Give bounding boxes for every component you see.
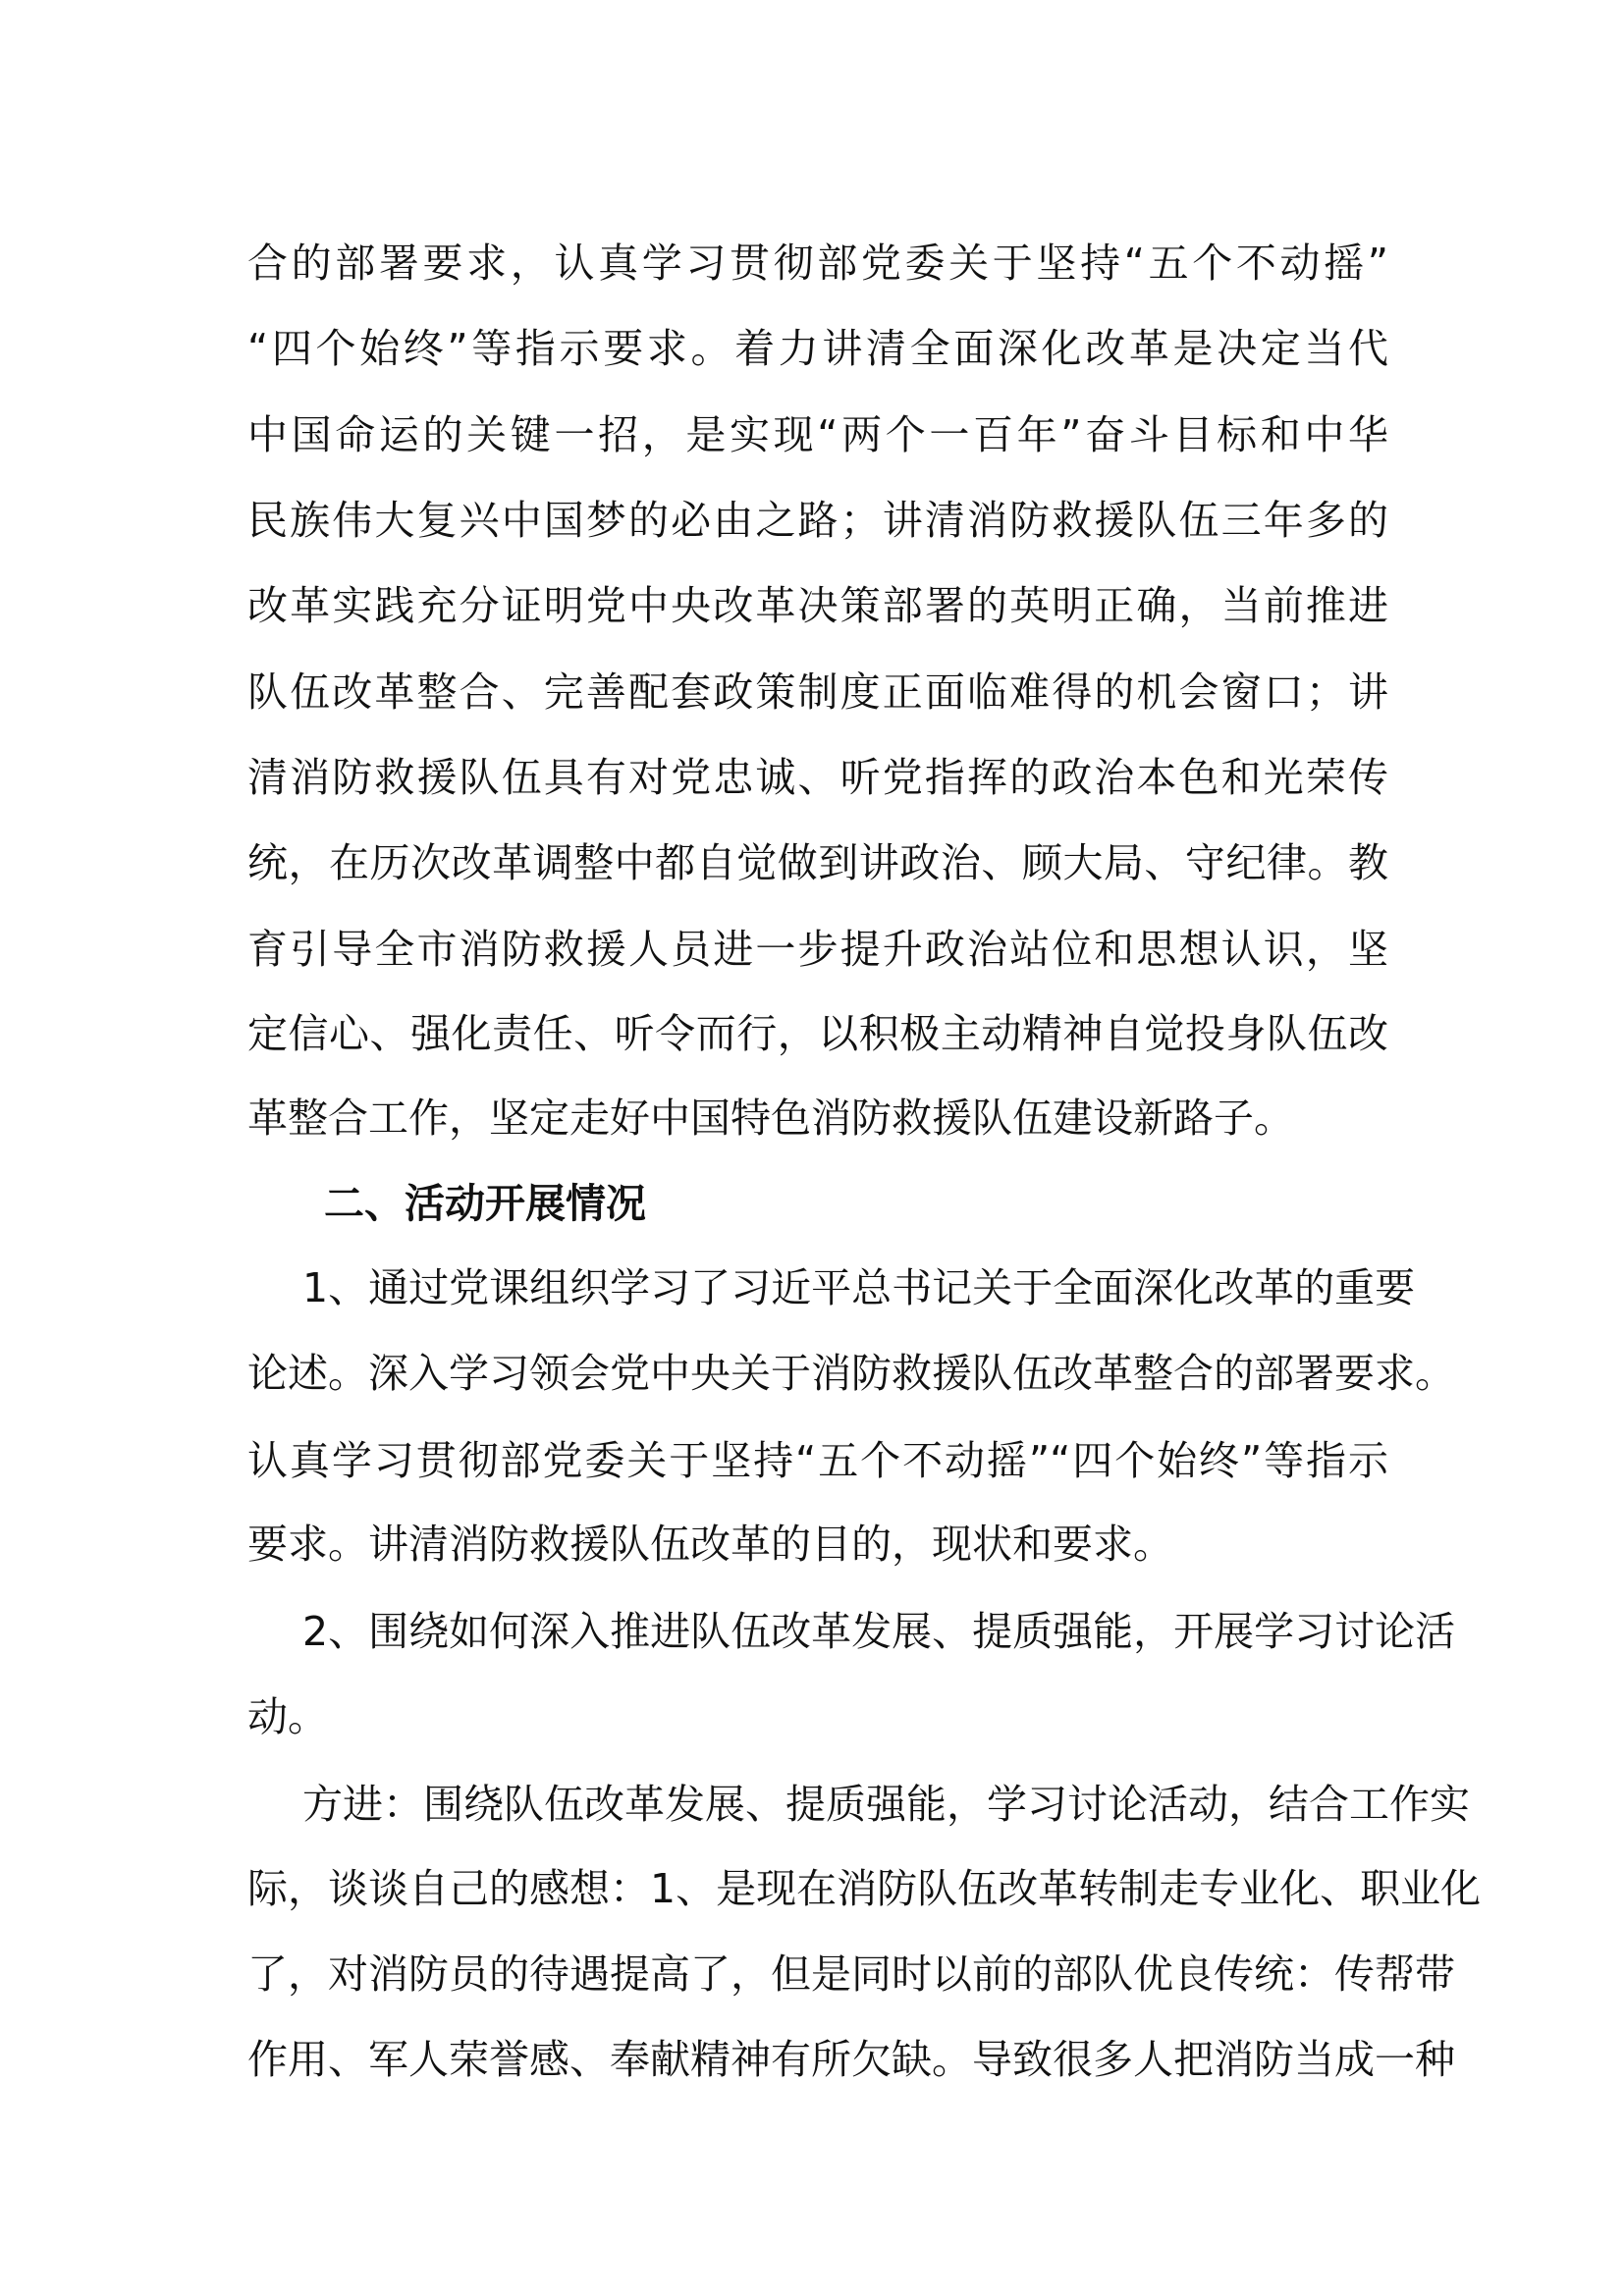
text-line: “四个始终”等指示要求。着力讲清全面深化改革是决定当代 [247, 325, 1388, 372]
text-line: 统，在历次改革调整中都自觉做到讲政治、顾大局、守纪律。教 [247, 839, 1388, 886]
section-heading: 二、活动开展情况 [324, 1180, 646, 1227]
text-line: 论述。深入学习领会党中央关于消防救援队伍改革整合的部署要求。 [247, 1350, 1455, 1397]
text-line: 中国命运的关键一招，是实现“两个一百年”奋斗目标和中华 [247, 411, 1388, 458]
text-line: 动。 [247, 1693, 328, 1740]
text-line: 方进：围绕队伍改革发展、提质强能，学习讨论活动，结合工作实 [302, 1781, 1470, 1828]
text-line: 革整合工作，坚定走好中国特色消防救援队伍建设新路子。 [247, 1095, 1294, 1142]
text-line: 民族伟大复兴中国梦的必由之路；讲清消防救援队伍三年多的 [247, 497, 1388, 544]
text-line: 际，谈谈自己的感想：1、是现在消防队伍改革转制走专业化、职业化 [247, 1865, 1482, 1912]
text-line: 合的部署要求，认真学习贯彻部党委关于坚持“五个不动摇” [247, 240, 1388, 287]
text-line: 了，对消防员的待遇提高了，但是同时以前的部队优良传统：传帮带 [247, 1950, 1455, 1998]
text-line: 定信心、强化责任、听令而行，以积极主动精神自觉投身队伍改 [247, 1010, 1388, 1057]
text-line: 2、围绕如何深入推进队伍改革发展、提质强能，开展学习讨论活 [302, 1608, 1456, 1655]
text-line: 育引导全市消防救援人员进一步提升政治站位和思想认识，坚 [247, 926, 1388, 973]
text-line: 认真学习贯彻部党委关于坚持“五个不动摇”“四个始终”等指示 [247, 1437, 1388, 1484]
text-line: 改革实践充分证明党中央改革决策部署的英明正确，当前推进 [247, 582, 1388, 629]
text-line: 要求。讲清消防救援队伍改革的目的，现状和要求。 [247, 1521, 1173, 1568]
text-line: 队伍改革整合、完善配套政策制度正面临难得的机会窗口；讲 [247, 668, 1388, 716]
text-line: 作用、军人荣誉感、奉献精神有所欠缺。导致很多人把消防当成一种 [247, 2036, 1455, 2083]
text-line: 清消防救援队伍具有对党忠诚、听党指挥的政治本色和光荣传 [247, 754, 1388, 801]
text-line: 1、通过党课组织学习了习近平总书记关于全面深化改革的重要 [302, 1264, 1416, 1311]
